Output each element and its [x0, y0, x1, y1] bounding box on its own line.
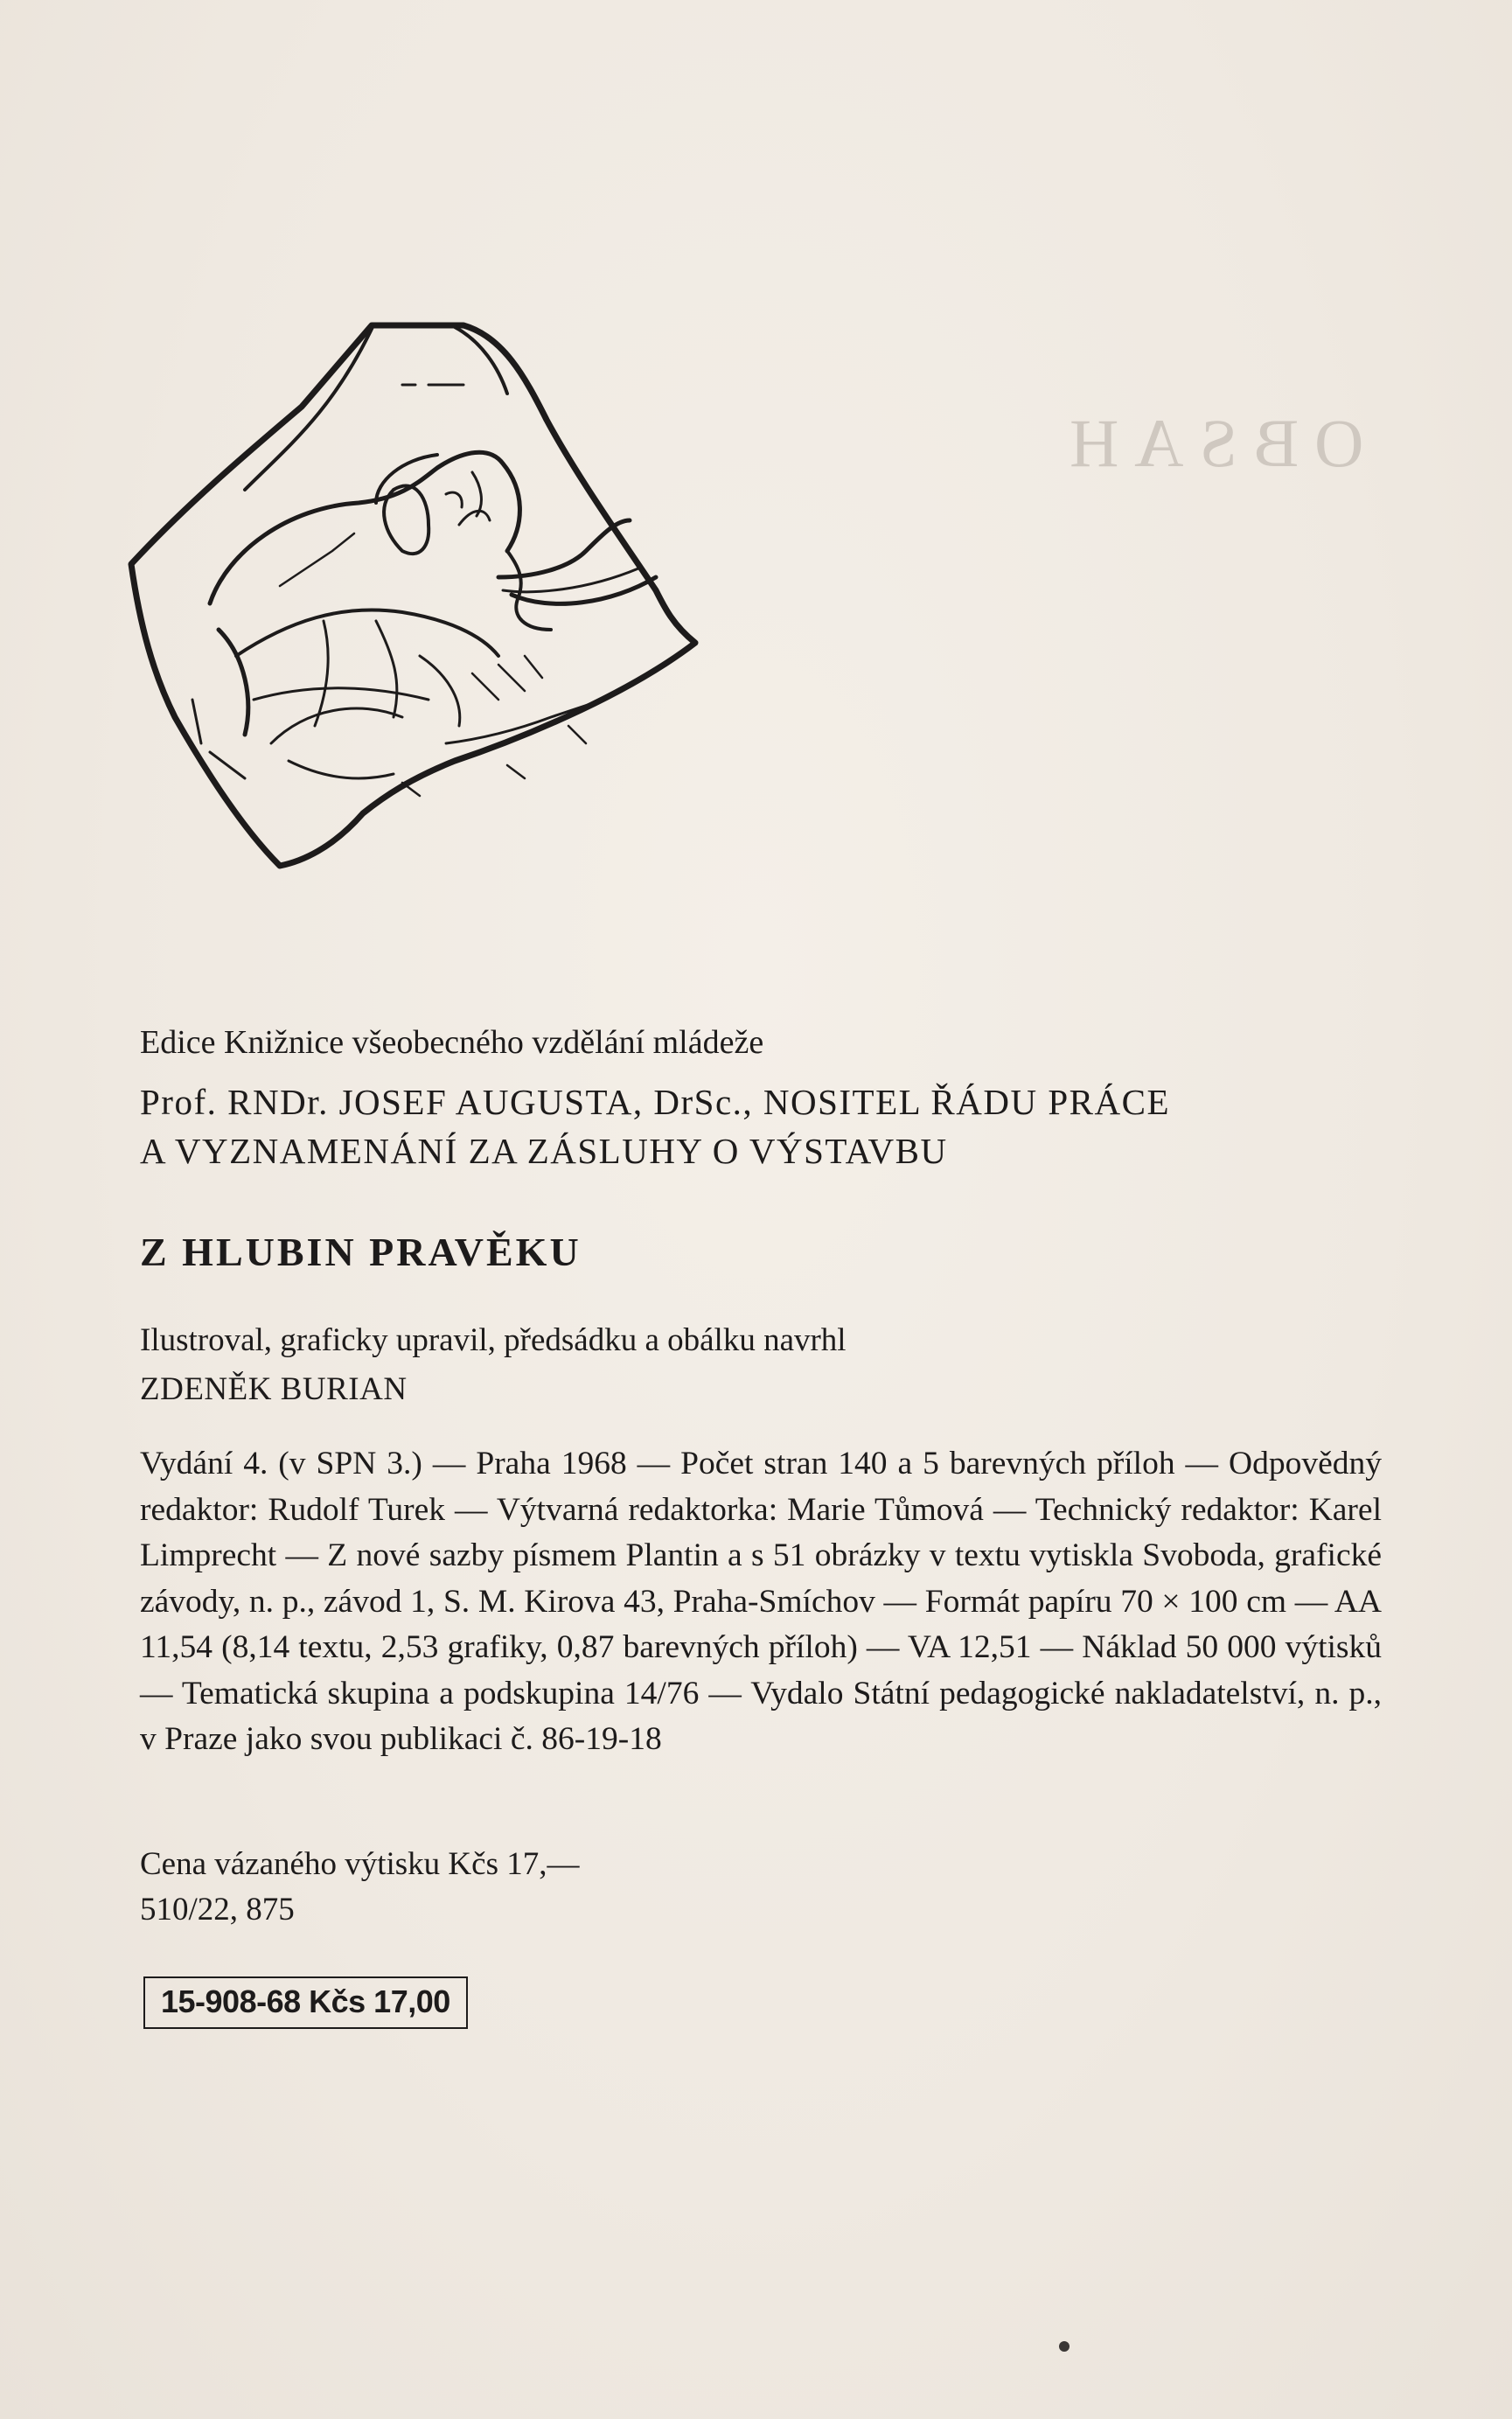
author-line-1: Prof. RNDr. JOSEF AUGUSTA, DrSc., NOSITEL ŘÁDU PRÁCE [140, 1082, 1170, 1122]
catalog-number: 510/22, 875 [140, 1892, 295, 1928]
price-line: Cena vázaného výtisku Kčs 17,— [140, 1846, 580, 1882]
illustrator-line: Ilustroval, graficky upravil, předsádku a obálku navrhl [140, 1322, 847, 1358]
book-title: Z HLUBIN PRAVĚKU [140, 1230, 582, 1274]
imprint-paragraph: Vydání 4. (v SPN 3.) — Praha 1968 — Počet stran 140 a 5 barevných příloh — Odpovědný redaktor: Rudolf Turek — Výtvarná redaktorka: Marie Tůmová — Technický redaktor: Karel Limprecht — Z nové sazby písmem Plantin a s 51 obrázky v textu vytiskla Svoboda, grafické závody, n. p., závod 1, S. M. Kirova 43, Praha-Smíchov — Formát papíru 70 × 100 cm — AA 11,54 (8,14 textu, 2,53 grafiky, 0,87 barevných příloh) — VA 12,51 — Náklad 50 000 výtisků — Tematická skupina a podskupina 14/76 — Vydalo Státní pedagogické nakladatelství, n. p., v Praze jako svou publikaci č. 86-19-18 [140, 1446, 1382, 1757]
price-code-box: 15-908-68 Kčs 17,00 [143, 1976, 468, 2029]
bleed-through-title: OBSAH [1053, 405, 1363, 481]
author-line-2: A VYZNAMENÁNÍ ZA ZÁSLUHY O VÝSTAVBU [140, 1131, 948, 1171]
author-block [140, 1077, 1390, 1175]
price-block [140, 1842, 1390, 1933]
mammoth-illustration-icon [114, 289, 883, 971]
series-line: Edice Knižnice všeobecného vzdělání mládeže [140, 1024, 764, 1061]
illustrator-name: ZDENĚK BURIAN [140, 1371, 408, 1407]
illustrator-credit [140, 1316, 1390, 1414]
print-dot [1059, 2341, 1070, 2352]
